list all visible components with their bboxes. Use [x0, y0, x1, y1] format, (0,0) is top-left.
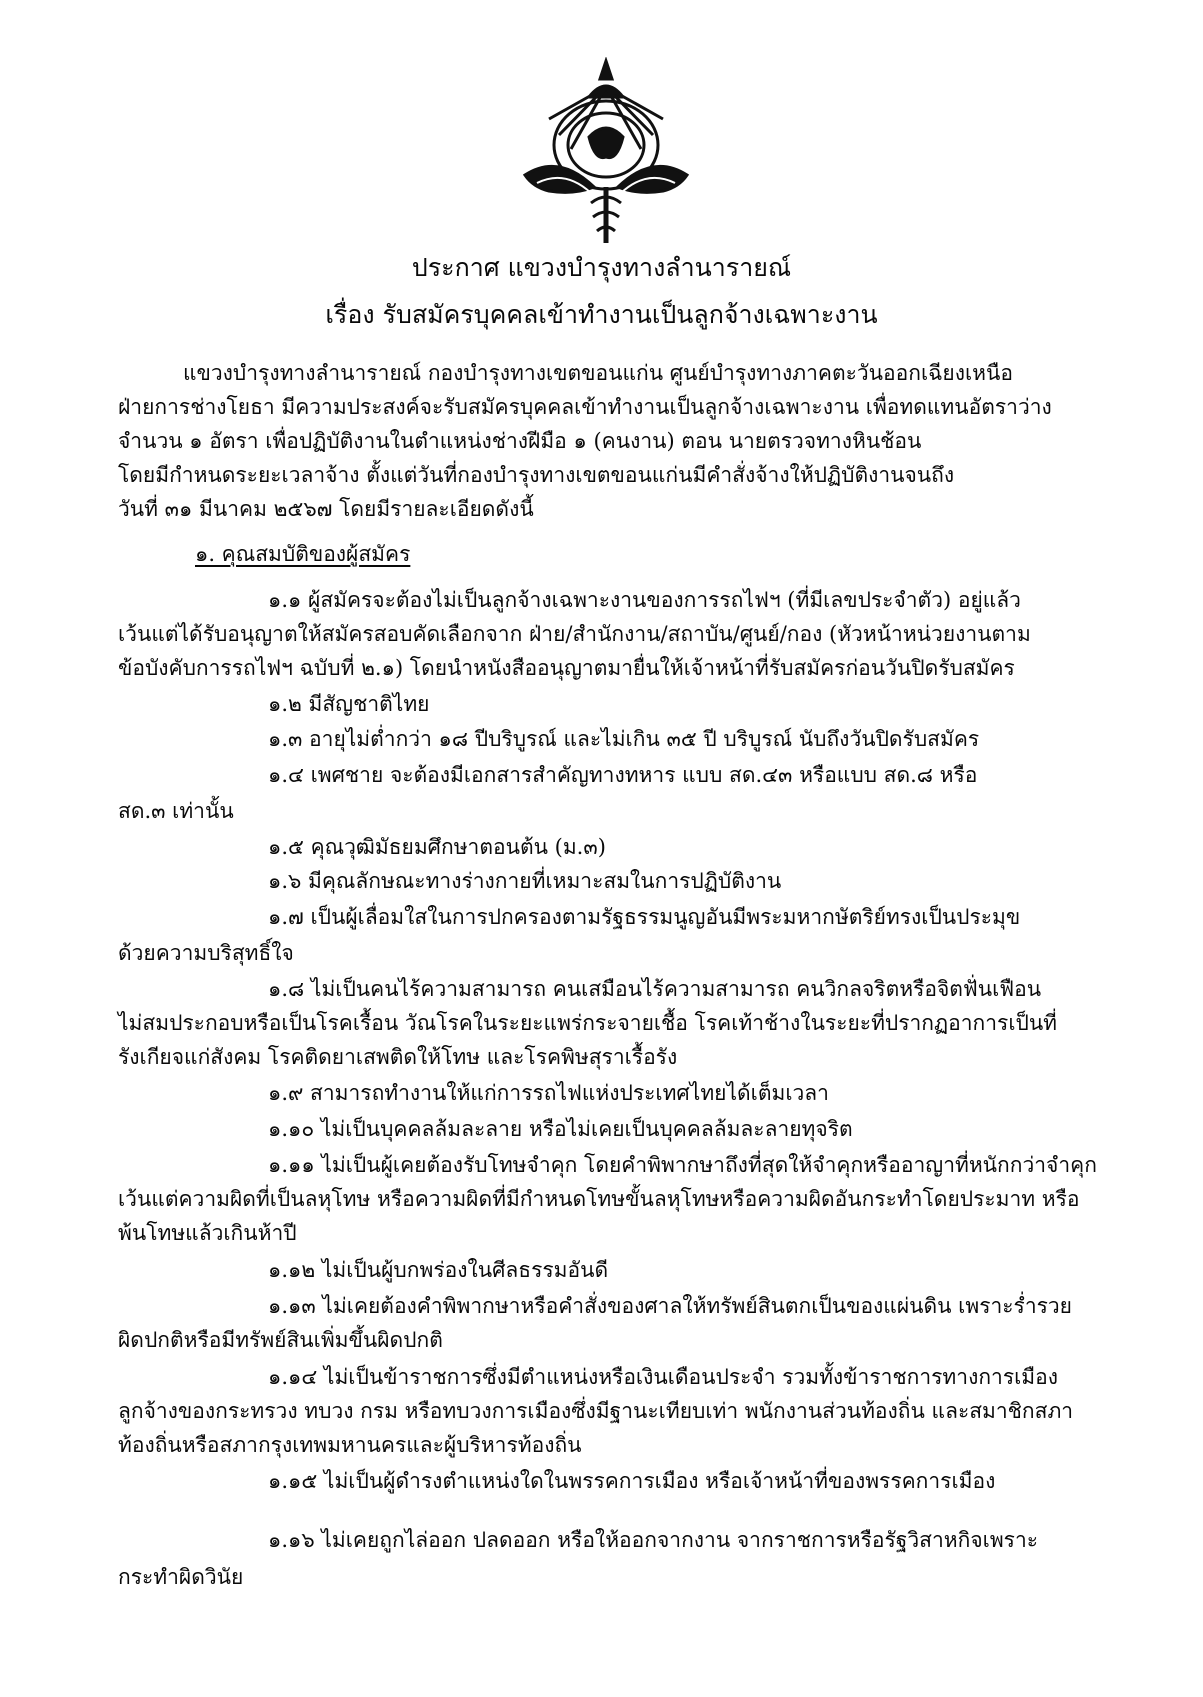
qualification-line: ข้อบังคับการรถไฟฯ ฉบับที่ ๒.๑) โดยนำหนังสืออนุญาตมายื่นให้เจ้าหน้าที่รับสมัครก่อนวันปิดรับสมัคร: [118, 656, 1015, 680]
qualification-line: ๑.๑๕ ไม่เป็นผู้ดำรงตำแหน่งใดในพรรคการเมือง หรือเจ้าหน้าที่ของพรรคการเมือง: [268, 1469, 996, 1493]
qualification-line: ๑.๘ ไม่เป็นคนไร้ความสามารถ คนเสมือนไร้ความสามารถ คนวิกลจริตหรือจิตฟั่นเฟือน: [268, 977, 1042, 1001]
qualification-line: ไม่สมประกอบหรือเป็นโรคเรื้อน วัณโรคในระยะแพร่กระจายเชื้อ โรคเท้าช้างในระยะที่ปรากฏอาการเป็นที่: [118, 1011, 1058, 1035]
qualification-line: ผิดปกติหรือมีทรัพย์สินเพิ่มขึ้นผิดปกติ: [118, 1328, 443, 1352]
qualification-line: ๑.๑๐ ไม่เป็นบุคคลล้มละลาย หรือไม่เคยเป็นบุคคลล้มละลายทุจริต: [268, 1117, 853, 1141]
qualification-line: ๑.๙ สามารถทำงานให้แก่การรถไฟแห่งประเทศไทยได้เต็มเวลา: [268, 1081, 829, 1105]
qualification-line: ๑.๑๔ ไม่เป็นข้าราชการซึ่งมีตำแหน่งหรือเงินเดือนประจำ รวมทั้งข้าราชการทางการเมือง: [268, 1365, 1058, 1389]
qualification-line: กระทำผิดวินัย: [118, 1565, 244, 1589]
announcement-title: ประกาศ แขวงบำรุงทางลำนารายณ์: [411, 253, 792, 282]
section-heading: ๑. คุณสมบัติของผู้สมัคร: [195, 542, 411, 566]
qualification-line: ๑.๒ มีสัญชาติไทย: [268, 692, 430, 716]
intro-line: แขวงบำรุงทางลำนารายณ์ กองบำรุงทางเขตขอนแก่น ศูนย์บำรุงทางภาคตะวันออกเฉียงเหนือ: [183, 361, 1013, 385]
qualification-line: พ้นโทษแล้วเกินห้าปี: [118, 1221, 297, 1245]
qualification-line: ลูกจ้างของกระทรวง ทบวง กรม หรือทบวงการเมืองซึ่งมีฐานะเทียบเท่า พนักงานส่วนท้องถิ่น และสมาชิกสภา: [118, 1399, 1074, 1423]
intro-line: ฝ่ายการช่างโยธา มีความประสงค์จะรับสมัครบุคคลเข้าทำงานเป็นลูกจ้างเฉพาะงาน เพื่อทดแทนอัตราว่าง: [118, 395, 1052, 419]
crest-icon: [519, 57, 693, 247]
qualification-line: ๑.๑ ผู้สมัครจะต้องไม่เป็นลูกจ้างเฉพาะงานของการรถไฟฯ (ที่มีเลขประจำตัว) อยู่แล้ว: [268, 588, 1021, 612]
intro-line: โดยมีกำหนดระยะเวลาจ้าง ตั้งแต่วันที่กองบำรุงทางเขตขอนแก่นมีคำสั่งจ้างให้ปฏิบัติงานจนถึง: [118, 463, 955, 487]
announcement-subject: เรื่อง รับสมัครบุคคลเข้าทำงานเป็นลูกจ้างเฉพาะงาน: [325, 300, 878, 329]
qualification-line: ๑.๑๑ ไม่เป็นผู้เคยต้องรับโทษจำคุก โดยคำพิพากษาถึงที่สุดให้จำคุกหรืออาญาที่หนักกว่าจำคุก: [268, 1153, 1097, 1177]
intro-line: วันที่ ๓๑ มีนาคม ๒๕๖๗ โดยมีรายละเอียดดังนี้: [118, 497, 534, 521]
qualification-line: ๑.๓ อายุไม่ต่ำกว่า ๑๘ ปีบริบูรณ์ และไม่เกิน ๓๕ ปี บริบูรณ์ นับถึงวันปิดรับสมัคร: [268, 727, 980, 751]
qualification-line: รังเกียจแก่สังคม โรคติดยาเสพติดให้โทษ และโรคพิษสุราเรื้อรัง: [118, 1045, 678, 1069]
qualification-line: เว้นแต่ความผิดที่เป็นลหุโทษ หรือความผิดที่มีกำหนดโทษขั้นลหุโทษหรือความผิดอันกระทำโดยประมาท หรือ: [118, 1187, 1080, 1211]
qualification-line: ๑.๔ เพศชาย จะต้องมีเอกสารสำคัญทางทหาร แบบ สด.๔๓ หรือแบบ สด.๘ หรือ: [268, 763, 978, 787]
qualification-line: ท้องถิ่นหรือสภากรุงเทพมหานครและผู้บริหารท้องถิ่น: [118, 1433, 582, 1457]
qualification-line: ๑.๑๒ ไม่เป็นผู้บกพร่องในศีลธรรมอันดี: [268, 1258, 609, 1282]
qualification-line: ๑.๑๖ ไม่เคยถูกไล่ออก ปลดออก หรือให้ออกจากงาน จากราชการหรือรัฐวิสาหกิจเพราะ: [268, 1528, 1039, 1552]
qualification-line: ๑.๑๓ ไม่เคยต้องคำพิพากษาหรือคำสั่งของศาลให้ทรัพย์สินตกเป็นของแผ่นดิน เพราะร่ำรวย: [268, 1294, 1072, 1318]
qualification-line: ๑.๗ เป็นผู้เลื่อมใสในการปกครองตามรัฐธรรมนูญอันมีพระมหากษัตริย์ทรงเป็นประมุข: [268, 905, 1021, 929]
intro-line: จำนวน ๑ อัตรา เพื่อปฏิบัติงานในตำแหน่งช่างฝีมือ ๑ (คนงาน) ตอน นายตรวจทางหินช้อน: [118, 429, 922, 453]
qualification-line: ๑.๕ คุณวุฒิมัธยมศึกษาตอนต้น (ม.๓): [268, 835, 606, 859]
qualification-line: ๑.๖ มีคุณลักษณะทางร่างกายที่เหมาะสมในการปฏิบัติงาน: [268, 869, 782, 893]
qualification-line: สด.๓ เท่านั้น: [118, 799, 234, 823]
qualification-line: ด้วยความบริสุทธิ์ใจ: [118, 941, 294, 965]
qualification-line: เว้นแต่ได้รับอนุญาตให้สมัครสอบคัดเลือกจาก ฝ่าย/สำนักงาน/สถาบัน/ศูนย์/กอง (หัวหน้าหน่วยงานตาม: [118, 622, 1031, 646]
